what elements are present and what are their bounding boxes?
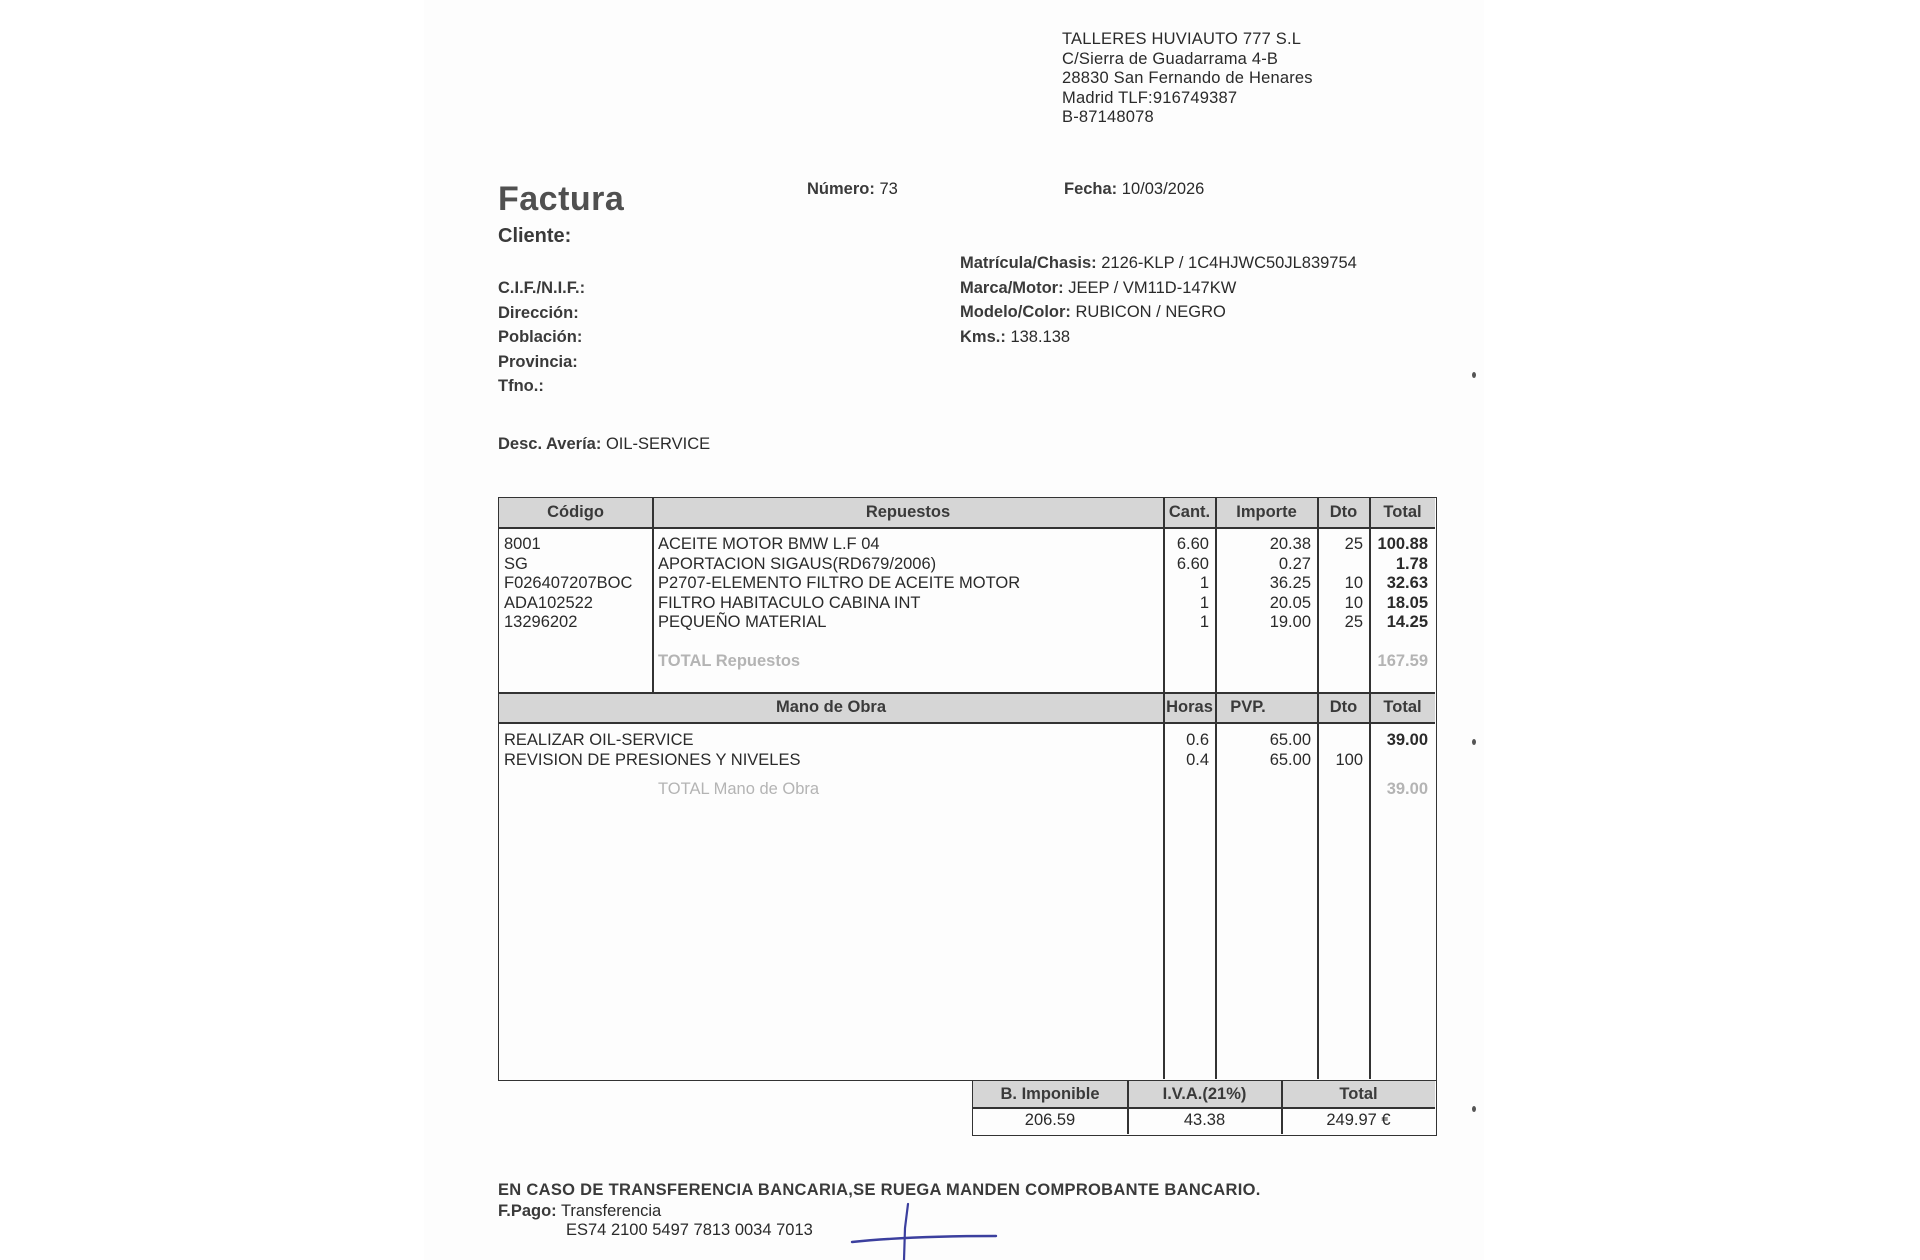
- part-code: 8001: [504, 535, 541, 553]
- iban: ES74 2100 5497 7813 0034 7013: [566, 1221, 813, 1239]
- part-amount: 20.38: [1269, 535, 1311, 553]
- vehicle-plate-label: Matrícula/Chasis:: [960, 254, 1097, 272]
- table-rule: [499, 527, 1435, 529]
- part-code: 13296202: [504, 613, 578, 631]
- part-total: 32.63: [1386, 574, 1428, 592]
- invoice-title: Factura: [498, 180, 625, 218]
- labor-total: 39.00: [1386, 731, 1428, 749]
- vehicle-info: [960, 251, 1357, 349]
- col-header-hours: Horas: [1166, 698, 1213, 716]
- part-amount: 20.05: [1269, 593, 1311, 612]
- invoice-table: [498, 497, 1437, 1081]
- part-code: ADA102522: [504, 593, 593, 612]
- scan-speck: [1472, 372, 1476, 378]
- part-name: ACEITE MOTOR BMW L.F 04: [658, 535, 880, 553]
- company-city: 28830 San Fernando de Henares: [1062, 69, 1313, 87]
- client-town-label: Población:: [498, 328, 583, 346]
- col-header-total: Total: [1383, 503, 1422, 521]
- payment-info: [498, 1201, 661, 1221]
- part-total: 1.78: [1395, 554, 1428, 573]
- parts-subtotal-label: TOTAL Repuestos: [658, 652, 801, 670]
- vehicle-plate: [960, 251, 1357, 276]
- transfer-notice: EN CASO DE TRANSFERENCIA BANCARIA,SE RUEGA MANDEN COMPROBANTE BANCARIO.: [498, 1181, 1261, 1199]
- col-header-discount: Dto: [1329, 503, 1358, 521]
- scan-speck: [1472, 1106, 1476, 1112]
- client-address-label: Dirección:: [498, 303, 579, 322]
- tax-base-value: 206.59: [1024, 1111, 1076, 1129]
- part-amount: 36.25: [1269, 574, 1311, 592]
- vehicle-model-label: Modelo/Color:: [960, 303, 1071, 321]
- part-amount: 19.00: [1269, 613, 1311, 631]
- labor-name: REVISION DE PRESIONES Y NIVELES: [504, 750, 801, 769]
- signature-mark: [850, 1198, 1000, 1260]
- col-header-labor-discount: Dto: [1329, 698, 1358, 716]
- part-name: APORTACION SIGAUS(RD679/2006): [658, 554, 937, 573]
- part-name: PEQUEÑO MATERIAL: [658, 613, 827, 631]
- col-header-labor: Mano de Obra: [775, 698, 886, 716]
- payment-method: Transferencia: [560, 1202, 662, 1220]
- tax-base-label: B. Imponible: [1000, 1085, 1100, 1103]
- part-code: SG: [504, 554, 528, 573]
- grand-total-label: Total: [1339, 1085, 1378, 1103]
- company-name: TALLERES HUVIAUTO 777 S.L: [1062, 30, 1302, 48]
- invoice-number: [807, 180, 898, 199]
- part-qty: 6.60: [1176, 554, 1209, 573]
- part-qty: 1: [1199, 574, 1209, 592]
- payment-label: F.Pago:: [498, 1202, 557, 1220]
- col-header-parts: Repuestos: [865, 503, 951, 521]
- labor-hours: 0.4: [1186, 750, 1209, 769]
- client-cif-label: C.I.F./N.I.F.:: [498, 279, 586, 297]
- table-rule: [499, 692, 1435, 694]
- vat-value: 43.38: [1183, 1111, 1226, 1129]
- col-header-price: PVP.: [1230, 698, 1266, 716]
- part-total: 100.88: [1377, 535, 1428, 553]
- client-title: Cliente:: [498, 225, 572, 247]
- company-street: C/Sierra de Guadarrama 4-B: [1062, 49, 1279, 68]
- client-fields: [498, 276, 585, 399]
- part-discount: 10: [1344, 593, 1363, 612]
- labor-price: 65.00: [1269, 731, 1311, 749]
- part-qty: 1: [1199, 593, 1209, 612]
- invoice-date: [1064, 180, 1204, 199]
- col-header-code: Código: [547, 503, 604, 521]
- part-total: 18.05: [1386, 593, 1428, 612]
- part-total: 14.25: [1386, 613, 1428, 631]
- part-discount: 25: [1344, 535, 1363, 553]
- vehicle-plate-value: 2126-KLP / 1C4HJWC50JL839754: [1101, 254, 1357, 272]
- vehicle-model: [960, 300, 1357, 325]
- company-phone: Madrid TLF:916749387: [1062, 88, 1238, 107]
- fault-label: Desc. Avería:: [498, 435, 602, 453]
- labor-subtotal-label: TOTAL Mano de Obra: [658, 780, 820, 798]
- part-discount: 10: [1344, 574, 1363, 592]
- table-rule: [499, 722, 1435, 724]
- part-qty: 6.60: [1176, 535, 1209, 553]
- grand-total-value: 249.97 €: [1326, 1111, 1391, 1129]
- vehicle-model-value: RUBICON / NEGRO: [1075, 303, 1226, 321]
- invoice-number-value: 73: [879, 180, 898, 198]
- vehicle-brand-value: JEEP / VM11D-147KW: [1068, 278, 1237, 297]
- labor-subtotal: 39.00: [1386, 780, 1428, 798]
- totals-rule: [973, 1107, 1435, 1109]
- labor-price: 65.00: [1269, 750, 1311, 769]
- part-name: P2707-ELEMENTO FILTRO DE ACEITE MOTOR: [658, 574, 1021, 592]
- vat-label: I.V.A.(21%): [1162, 1085, 1247, 1103]
- invoice-date-label: Fecha:: [1064, 180, 1118, 198]
- labor-hours: 0.6: [1186, 731, 1209, 749]
- fault-value: OIL-SERVICE: [605, 435, 711, 453]
- client-province-label: Provincia:: [498, 352, 578, 371]
- scan-speck: [1472, 739, 1476, 745]
- company-info: [1062, 30, 1313, 128]
- col-header-qty: Cant.: [1168, 503, 1211, 521]
- table-divider: [652, 498, 654, 693]
- part-amount: 0.27: [1278, 554, 1311, 573]
- totals-box: [972, 1080, 1437, 1136]
- part-code: F026407207BOC: [504, 574, 633, 592]
- vehicle-kms-label: Kms.:: [960, 327, 1006, 346]
- part-name: FILTRO HABITACULO CABINA INT: [658, 593, 921, 612]
- col-header-labor-total: Total: [1383, 698, 1422, 716]
- part-discount: 25: [1344, 613, 1363, 631]
- vehicle-brand-label: Marca/Motor:: [960, 278, 1064, 297]
- part-qty: 1: [1199, 613, 1209, 631]
- labor-name: REALIZAR OIL-SERVICE: [504, 731, 694, 749]
- parts-subtotal: 167.59: [1377, 652, 1428, 670]
- client-phone-label: Tfno.:: [498, 377, 544, 395]
- invoice-number-label: Número:: [807, 180, 875, 198]
- fault-description: [498, 435, 710, 454]
- company-cif: B-87148078: [1062, 108, 1154, 126]
- col-header-amount: Importe: [1236, 503, 1297, 521]
- vehicle-kms-value: 138.138: [1010, 327, 1071, 346]
- vehicle-brand: [960, 276, 1357, 301]
- invoice-date-value: 10/03/2026: [1121, 180, 1205, 198]
- vehicle-kms: [960, 325, 1357, 350]
- labor-discount: 100: [1335, 750, 1363, 769]
